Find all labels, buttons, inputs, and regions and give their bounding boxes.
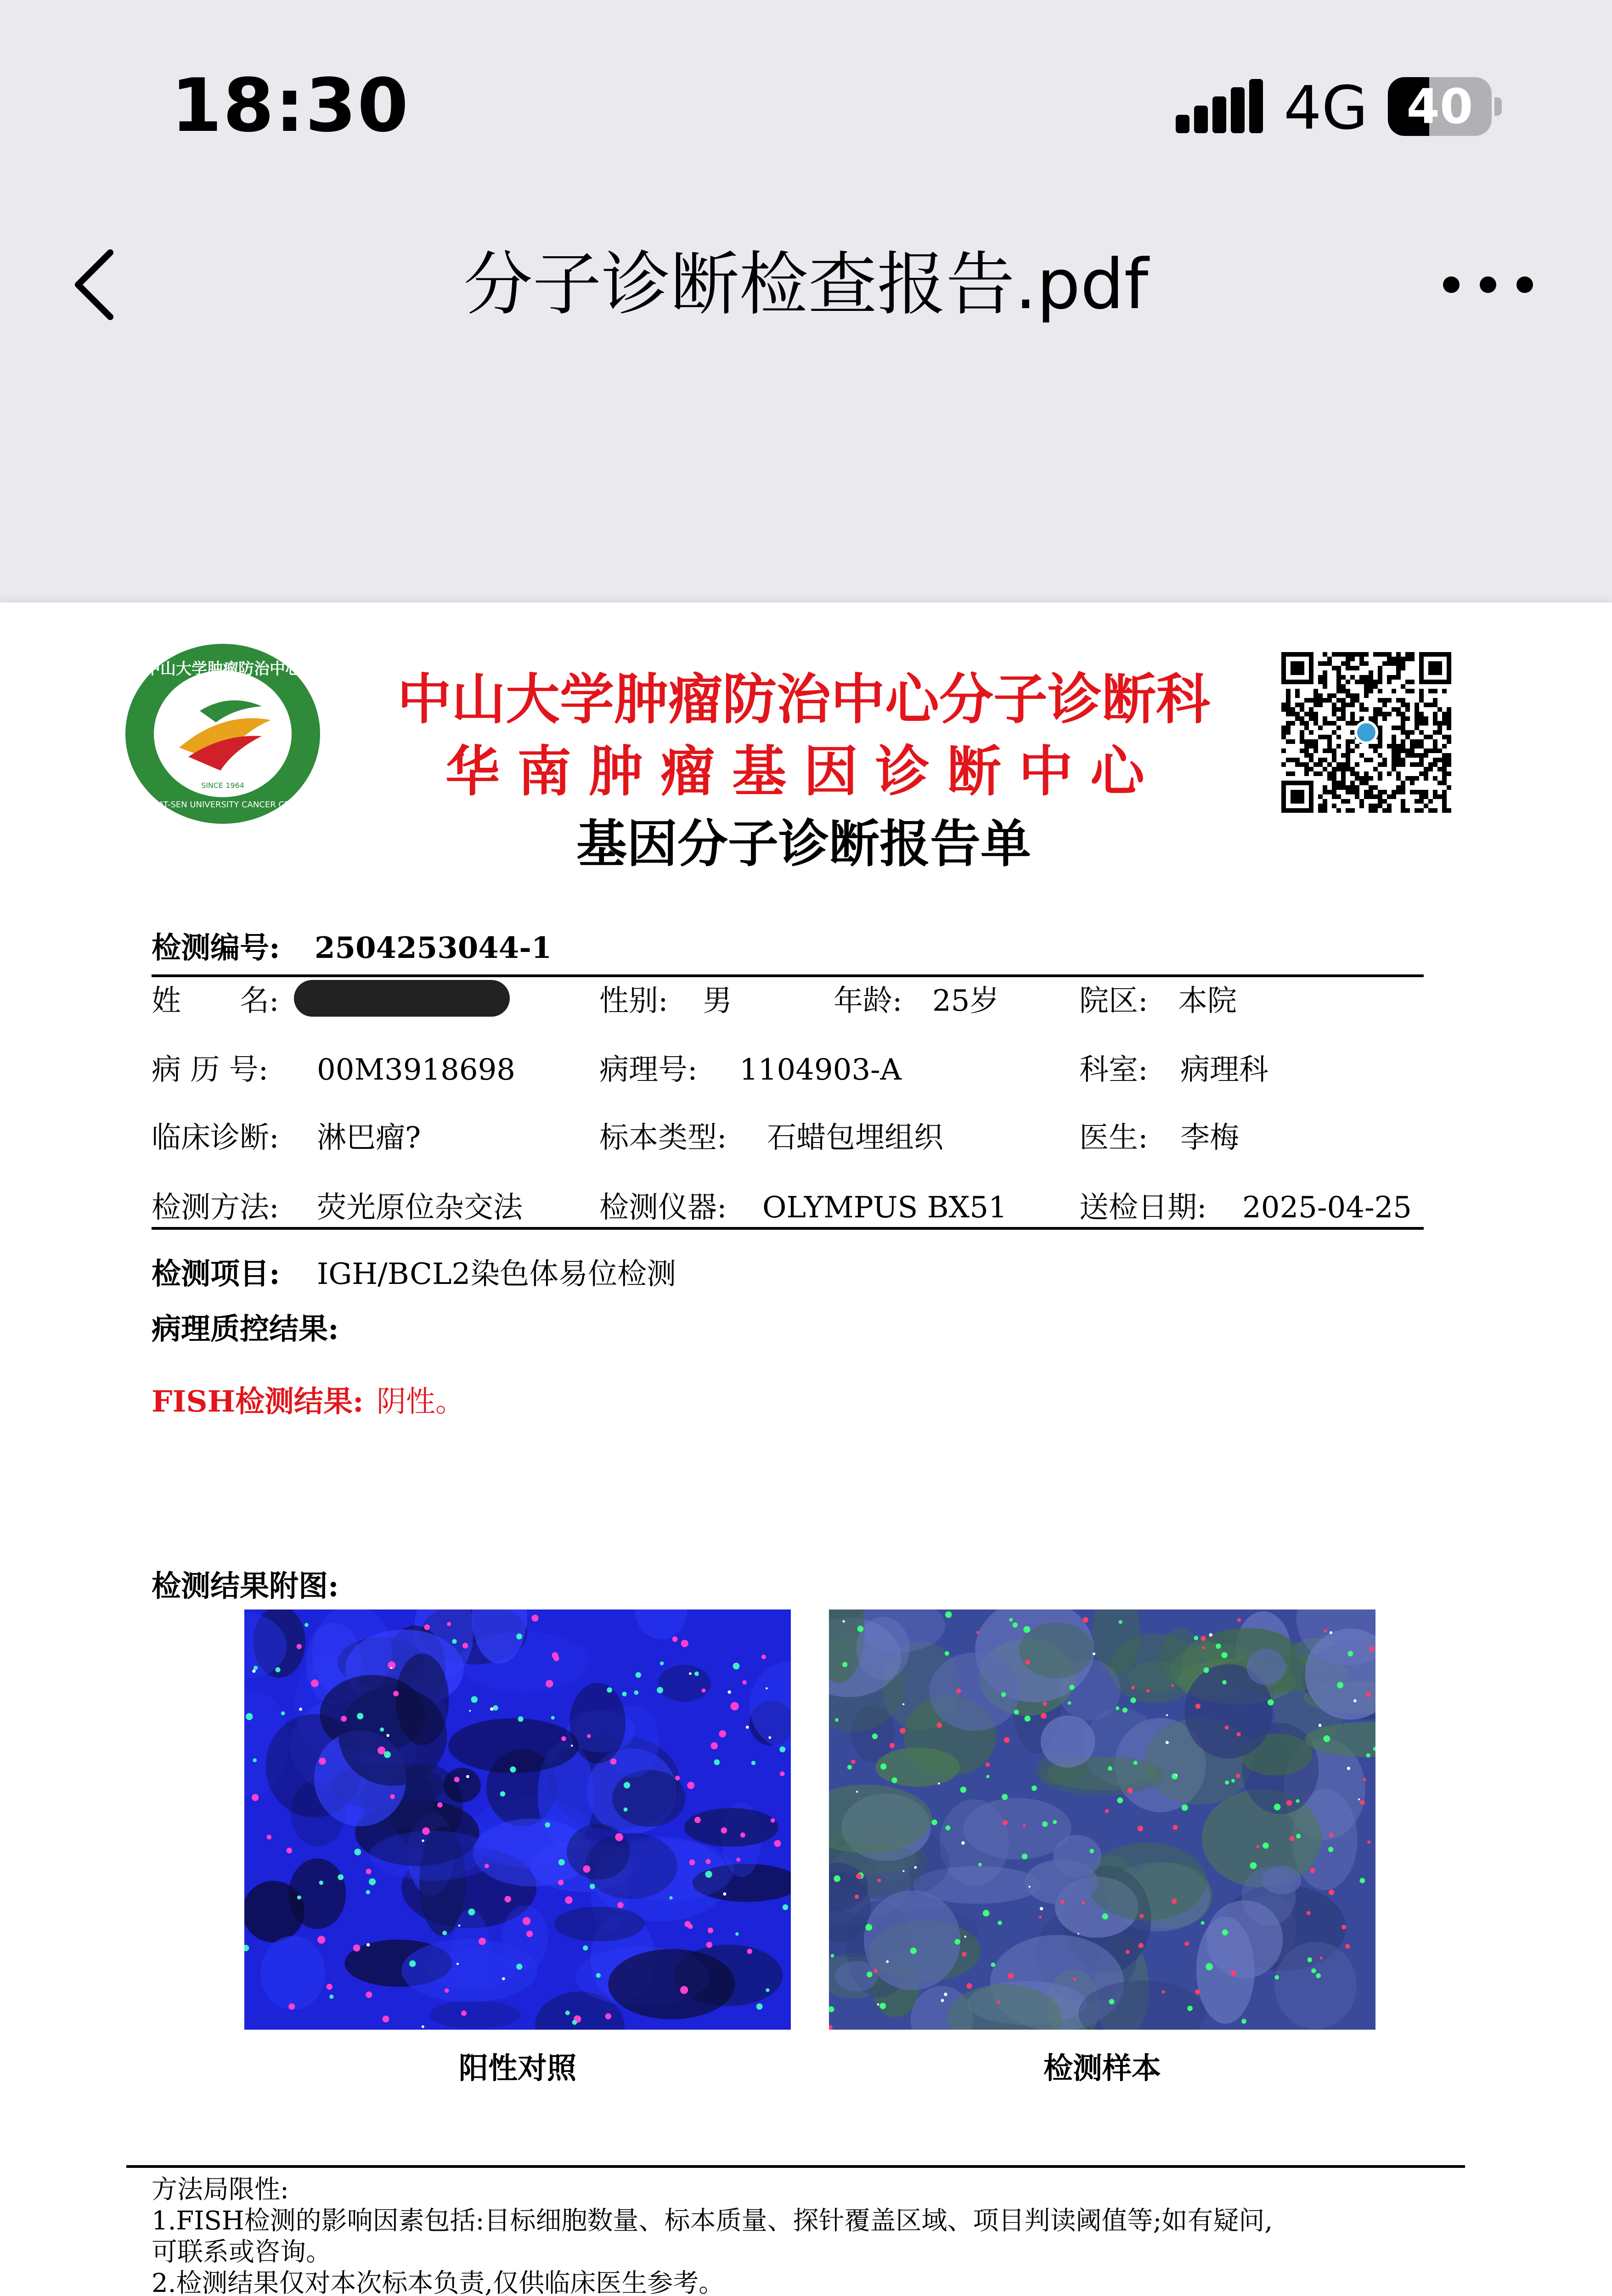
qc-label: 病理质控结果: (152, 1312, 339, 1346)
gender-value: 男 (703, 984, 732, 1018)
caption-positive-control: 阳性对照 (459, 2051, 576, 2086)
logo-text: 中山大学肿瘤防治中心 (145, 660, 301, 678)
cellular-signal-icon (1176, 79, 1263, 134)
divider (152, 974, 1424, 977)
battery-icon (1388, 77, 1503, 136)
campus-value: 本院 (1178, 984, 1237, 1018)
hospital-name-line1: 中山大学肿瘤防治中心分子诊断科 (397, 668, 1210, 731)
network-type-label: 4G (1284, 73, 1368, 143)
positive-control-image[interactable] (244, 1609, 791, 2030)
hospital-logo (124, 642, 321, 826)
test-number-label: 检测编号: (152, 931, 280, 965)
doctor-value: 李梅 (1180, 1121, 1239, 1155)
submit-date-value: 2025-04-25 (1242, 1191, 1412, 1225)
record-value: 00M3918698 (317, 1053, 515, 1087)
campus-label: 院区: (1079, 984, 1148, 1018)
more-options-icon[interactable] (1433, 257, 1543, 312)
limitations-line1: 1.FISH检测的影响因素包括:目标细胞数量、标本质量、探针覆盖区域、项目判读阈值等;如有疑问, (152, 2206, 1273, 2236)
caption-sample: 检测样本 (1043, 2051, 1161, 2086)
sample-value: 石蜡包埋组织 (767, 1121, 943, 1155)
divider (126, 2165, 1465, 2168)
limitations-line3: 2.检测结果仅对本次标本负责,仅供临床医生参考。 (152, 2268, 725, 2296)
divider (152, 1227, 1424, 1230)
status-time: 18:30 (171, 62, 410, 148)
logo-year: SINCE 1964 (201, 781, 244, 790)
age-value: 25岁 (932, 984, 999, 1018)
back-chevron-icon[interactable] (60, 239, 133, 331)
gender-label: 性别: (599, 984, 668, 1018)
fish-result-label: FISH检测结果: (152, 1384, 364, 1419)
pathology-value: 1104903-A (739, 1053, 902, 1087)
report-title: 基因分子诊断报告单 (576, 815, 1031, 873)
logo-text-en: SUN YAT-SEN UNIVERSITY CANCER CENTER (134, 800, 312, 810)
sample-label: 标本类型: (599, 1121, 727, 1155)
document-title: 分子诊断检查报告.pdf (463, 245, 1149, 325)
dept-value: 病理科 (1180, 1053, 1268, 1087)
instrument-value: OLYMPUS BX51 (762, 1191, 1007, 1225)
battery-level-text: 40 (1406, 79, 1473, 135)
images-label: 检测结果附图: (152, 1569, 339, 1604)
fish-result-value: 阴性。 (377, 1385, 465, 1419)
test-number-value: 2504253044-1 (315, 931, 552, 965)
limitations-line2: 可联系或咨询。 (152, 2237, 332, 2267)
record-label: 病 历 号: (152, 1053, 269, 1087)
qr-code[interactable] (1281, 652, 1451, 813)
test-item-label: 检测项目: (152, 1257, 280, 1291)
age-label: 年龄: (834, 984, 902, 1018)
diagnosis-label: 临床诊断: (152, 1121, 279, 1155)
diagnosis-value: 淋巴瘤? (317, 1121, 421, 1155)
name-label: 姓 名: (152, 984, 279, 1018)
method-value: 荧光原位杂交法 (317, 1191, 523, 1225)
doctor-label: 医生: (1079, 1121, 1148, 1155)
name-redaction (294, 980, 510, 1017)
dept-label: 科室: (1079, 1053, 1148, 1087)
test-item-value: IGH/BCL2染色体易位检测 (317, 1257, 676, 1291)
hospital-name-line2: 华南肿瘤基因诊断中心 (445, 740, 1162, 803)
submit-date-label: 送检日期: (1079, 1191, 1207, 1225)
sample-image[interactable] (829, 1609, 1375, 2030)
pathology-label: 病理号: (599, 1053, 698, 1087)
instrument-label: 检测仪器: (599, 1191, 727, 1225)
limitations-title: 方法局限性: (152, 2175, 289, 2205)
method-label: 检测方法: (152, 1191, 279, 1225)
